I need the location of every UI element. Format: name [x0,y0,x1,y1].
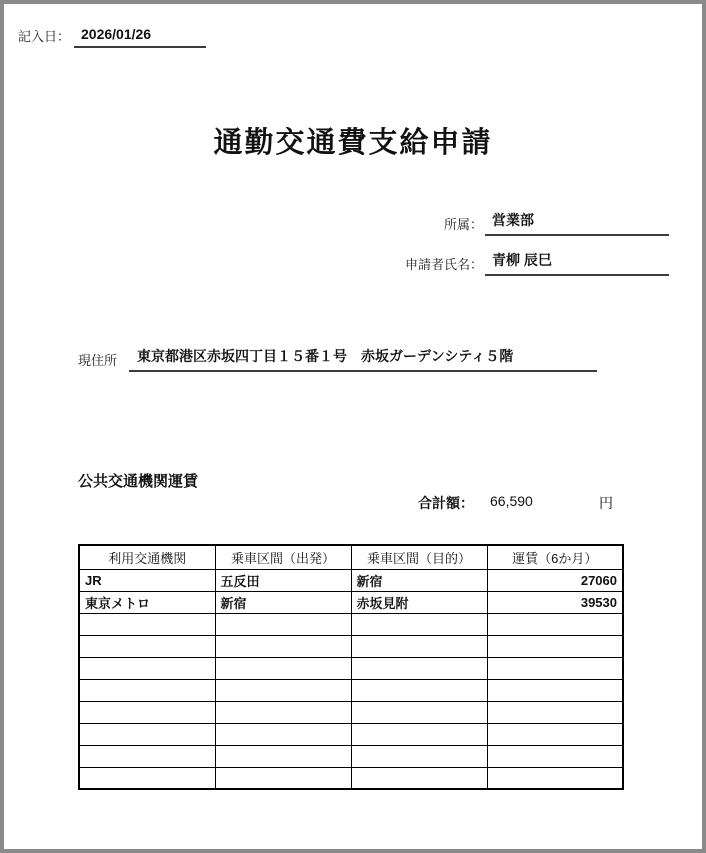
fare-table-row [79,657,623,679]
fare-table-cell [351,745,487,767]
currency-unit-label: 円 [599,495,613,511]
address-row [78,346,597,372]
fare-table-row [79,679,623,701]
total-amount-label: 合計額： [418,495,474,511]
department-row [444,210,669,236]
fare-table-cell: 27060 [487,569,623,591]
fare-table [78,544,624,790]
fare-table-cell [351,635,487,657]
fare-table-cell [215,657,351,679]
fare-table-cell [351,613,487,635]
fare-table-cell: 赤坂見附 [351,591,487,613]
fare-table-cell [351,701,487,723]
fare-table-cell [215,701,351,723]
fare-table-cell [351,679,487,701]
department-value: 営業部 [485,210,669,236]
address-label: 現住所 [78,353,118,368]
fare-table-cell [487,745,623,767]
fare-table-cell [215,635,351,657]
fare-table-cell [215,745,351,767]
fare-table-cell [79,613,215,635]
fare-table-cell: 新宿 [215,591,351,613]
fare-table-header-cell: 利用交通機関 [79,545,215,569]
fare-table-cell [215,723,351,745]
public-transit-fare-heading: 公共交通機関運賃 [78,473,199,490]
fare-table-cell: 東京メトロ [79,591,215,613]
fare-table-cell [215,613,351,635]
fare-table-cell [351,767,487,789]
fare-table-cell [79,767,215,789]
fare-table-cell [487,701,623,723]
fare-table-header-row [79,545,623,569]
fare-table-row [79,635,623,657]
form-title: 通勤交通費支給申請 [213,127,493,159]
fare-table-header-cell: 乗車区間（目的） [351,545,487,569]
applicant-name-row [405,250,669,276]
fare-table-row [79,745,623,767]
fare-table-cell [79,723,215,745]
fare-table-cell [351,657,487,679]
total-amount-value: 66,590 [490,493,533,509]
fare-table-cell [487,679,623,701]
fare-table-cell [487,635,623,657]
fare-table-cell [487,613,623,635]
entry-date-row [18,26,206,48]
fare-table-row [79,767,623,789]
applicant-name-label: 申請者氏名： [404,257,483,272]
fare-table-cell [487,723,623,745]
applicant-name-value: 青柳 辰巳 [485,250,669,276]
fare-table-cell: JR [79,569,215,591]
fare-table-cell [487,657,623,679]
fare-table-cell [351,723,487,745]
fare-table-header-cell: 運賃（6か月） [487,545,623,569]
fare-table-row [79,613,623,635]
fare-table-cell [79,657,215,679]
fare-table-row [79,591,623,613]
fare-table-cell: 五反田 [215,569,351,591]
fare-table-cell: 39530 [487,591,623,613]
fare-table-cell [79,635,215,657]
fare-table-cell [79,701,215,723]
fare-table-header-cell: 乗車区間（出発） [215,545,351,569]
fare-table-row [79,569,623,591]
fare-table-row [79,723,623,745]
fare-table-cell [215,679,351,701]
fare-table-body [79,569,623,789]
fare-table-cell [79,679,215,701]
fare-table-cell [487,767,623,789]
department-label: 所属： [443,217,483,232]
fare-table-cell [79,745,215,767]
fare-table-row [79,701,623,723]
entry-date-value: 2026/01/26 [74,26,206,48]
fare-table-cell: 新宿 [351,569,487,591]
entry-date-label: 記入日： [18,29,71,44]
fare-table-cell [215,767,351,789]
address-value: 東京都港区赤坂四丁目１５番１号 赤坂ガーデンシティ５階 [129,346,597,372]
